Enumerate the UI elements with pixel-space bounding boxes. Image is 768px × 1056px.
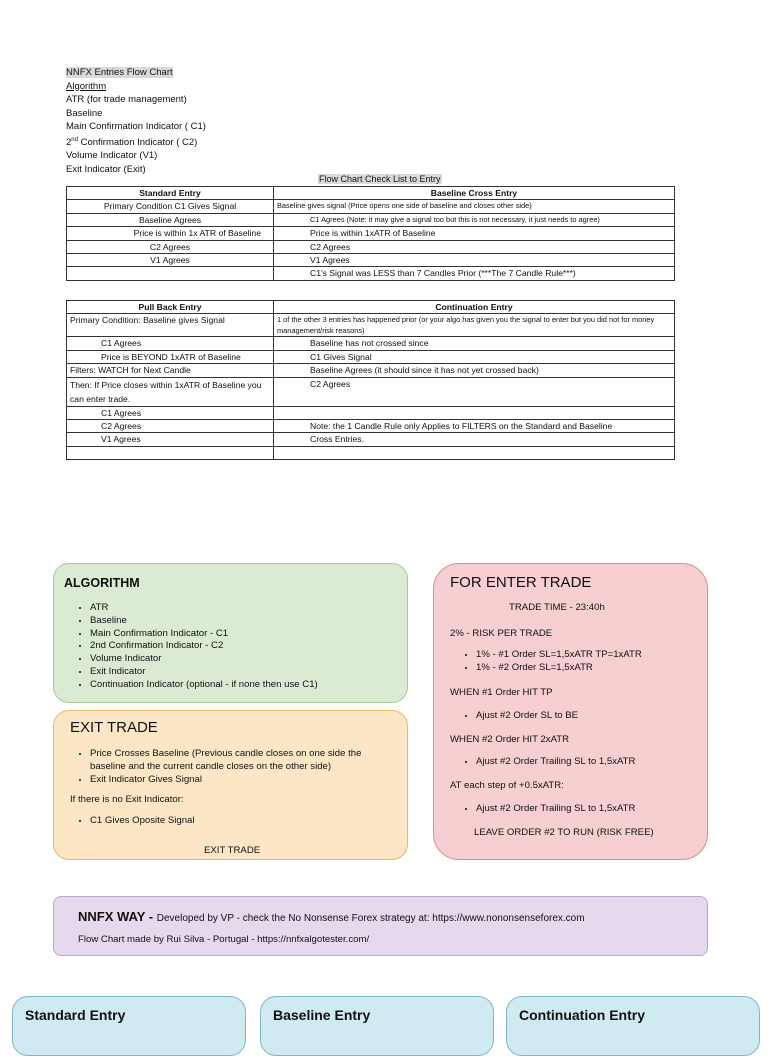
list-item: • Ajust #2 Order Trailing SL to 1,5xATR bbox=[476, 756, 635, 769]
doc-title: NNFX Entries Flow Chart bbox=[66, 67, 173, 78]
table-row: C1 Agrees bbox=[67, 406, 675, 419]
risk-list bbox=[434, 649, 642, 675]
list-item: • 1% - #1 Order SL=1,5xATR TP=1xATR bbox=[476, 649, 642, 662]
algorithm-card bbox=[53, 563, 408, 703]
list-item: • C1 Gives Oposite Signal bbox=[90, 815, 195, 828]
table-row: C2 Agrees C2 Agrees bbox=[67, 240, 675, 253]
enter-title: FOR ENTER TRADE bbox=[450, 574, 592, 591]
list-item: • Volume Indicator bbox=[90, 653, 318, 666]
exit-footer: EXIT TRADE bbox=[204, 845, 261, 856]
way-line bbox=[78, 909, 585, 924]
checklist-title: Flow Chart Check List to Entry bbox=[319, 174, 441, 184]
list-item: • Ajust #2 Order Trailing SL to 1,5xATR bbox=[476, 803, 635, 816]
way-title: NNFX WAY - bbox=[78, 909, 157, 924]
continuation-entry-card bbox=[506, 996, 760, 1056]
way-credit: Flow Chart made by Rui Silva - Portugal - https://nnfxalgotester.com/ bbox=[78, 934, 370, 945]
header-line: Main Confirmation Indicator ( C1) bbox=[66, 121, 206, 132]
card-title: Standard Entry bbox=[25, 1007, 126, 1023]
table-header: Continuation Entry bbox=[274, 301, 675, 314]
header-line: Baseline bbox=[66, 107, 103, 119]
list-item: • Main Confirmation Indicator - C1 bbox=[90, 628, 318, 641]
list-item: • ATR bbox=[90, 602, 318, 615]
table-row: C1's Signal was LESS than 7 Candles Prior (***The 7 Candle Rule***) bbox=[67, 267, 675, 280]
table-row: Filters: WATCH for Next Candle Baseline Agrees (it should since it has not yet crossed back) bbox=[67, 364, 675, 377]
header-line-c2: 2nd Confirmation Indicator ( C2) bbox=[66, 136, 198, 148]
no-exit-text: If there is no Exit Indicator: bbox=[70, 794, 184, 805]
table-row: Primary Condition C1 Gives Signal Baseline gives signal (Price opens one side of baseline and closes other side) bbox=[67, 200, 675, 213]
list-item: • Ajust #2 Order SL to BE bbox=[476, 710, 578, 723]
table-row bbox=[67, 446, 675, 459]
header-block bbox=[66, 66, 206, 176]
when1-list bbox=[434, 710, 578, 723]
header-line: Volume Indicator (V1) bbox=[66, 150, 158, 162]
entry-table-2 bbox=[66, 300, 675, 460]
table-row: Baseline Agrees C1 Agrees (Note: it may give a signal too but this is not necessary, it just needs to agree) bbox=[67, 213, 675, 226]
list-item: • 2nd Confirmation Indicator - C2 bbox=[90, 640, 318, 653]
list-item: • Continuation Indicator (optional - if none then use C1) bbox=[90, 679, 318, 692]
table-row: Price is BEYOND 1xATR of Baseline C1 Gives Signal bbox=[67, 350, 675, 363]
algorithm-title: ALGORITHM bbox=[64, 576, 140, 590]
enter-footer: LEAVE ORDER #2 TO RUN (RISK FREE) bbox=[474, 827, 654, 838]
list-item: • Exit Indicator Gives Signal bbox=[90, 774, 390, 787]
header-line: Exit Indicator (Exit) bbox=[66, 163, 146, 175]
nnfx-way-card bbox=[53, 896, 708, 956]
list-item: • 1% - #2 Order SL=1,5xATR bbox=[476, 662, 642, 675]
when1-text: WHEN #1 Order HIT TP bbox=[450, 687, 553, 698]
exit-trade-card bbox=[53, 710, 408, 860]
exit-list-2 bbox=[54, 815, 195, 828]
risk-text: 2% - RISK PER TRADE bbox=[450, 628, 553, 639]
exit-list bbox=[54, 748, 390, 786]
header-line: ATR (for trade management) bbox=[66, 94, 187, 105]
table-row: V1 Agrees V1 Agrees bbox=[67, 254, 675, 267]
table-row: Then: If Price closes within 1xATR of Baseline you can enter trade. C2 Agrees bbox=[67, 377, 675, 406]
entry-table-1 bbox=[66, 186, 675, 281]
step-list bbox=[434, 803, 635, 816]
step-text: AT each step of +0.5xATR: bbox=[450, 780, 564, 791]
standard-entry-card bbox=[12, 996, 246, 1056]
table-row: C2 Agrees Note: the 1 Candle Rule only Applies to FILTERS on the Standard and Baseline bbox=[67, 420, 675, 433]
enter-trade-card bbox=[433, 563, 708, 860]
list-item: • Baseline bbox=[90, 615, 318, 628]
card-title: Baseline Entry bbox=[273, 1007, 371, 1023]
table-row: Primary Condition: Baseline gives Signal 1 of the other 3 entries has happened prior (or your algo has given you the signal to enter but you did not for money management/risk reasons) bbox=[67, 314, 675, 337]
list-item: • Price Crosses Baseline (Previous candle closes on one side the baseline and the current candle closes on the other side) bbox=[90, 748, 390, 774]
exit-title: EXIT TRADE bbox=[70, 719, 158, 736]
algorithm-link[interactable]: Algorithm bbox=[66, 80, 107, 92]
table-header: Standard Entry bbox=[67, 187, 274, 200]
way-desc: Developed by VP - check the No Nonsense Forex strategy at: https://www.nononsenseforex.com bbox=[156, 913, 585, 924]
card-title: Continuation Entry bbox=[519, 1007, 645, 1023]
algorithm-list bbox=[54, 602, 318, 692]
when2-text: WHEN #2 Order HIT 2xATR bbox=[450, 734, 570, 745]
trade-time: TRADE TIME - 23:40h bbox=[509, 602, 605, 613]
table-row: C1 Agrees Baseline has not crossed since bbox=[67, 337, 675, 350]
table-header: Pull Back Entry bbox=[67, 301, 274, 314]
table-row: V1 Agrees Cross Entries. bbox=[67, 433, 675, 446]
baseline-entry-card bbox=[260, 996, 494, 1056]
table-header: Baseline Cross Entry bbox=[274, 187, 675, 200]
table-row: Price is within 1x ATR of Baseline Price is within 1xATR of Baseline bbox=[67, 227, 675, 240]
list-item: • Exit Indicator bbox=[90, 666, 318, 679]
when2-list bbox=[434, 756, 635, 769]
